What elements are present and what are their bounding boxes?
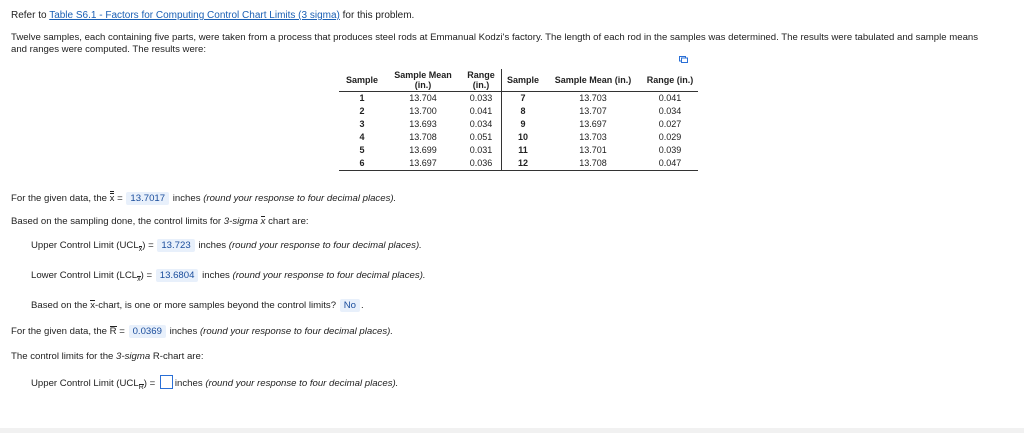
- sample-cell: 3: [359, 119, 365, 129]
- range-cell: 0.034: [658, 106, 682, 116]
- rbar-answer[interactable]: 0.0369: [129, 325, 166, 338]
- table-row: [339, 92, 698, 106]
- table-row: [339, 118, 698, 131]
- q6-prefix: For the given data, the: [11, 326, 107, 337]
- sample-cell: 5: [359, 145, 365, 155]
- table-row: [339, 157, 698, 171]
- header-range-line1: Range: [467, 70, 495, 80]
- q4-sub: x: [137, 275, 141, 283]
- q4-hint: (round your response to four decimal places).: [232, 270, 426, 281]
- question-lcl-x: [31, 269, 426, 283]
- header-range: [461, 69, 502, 92]
- question-control-limits: [11, 216, 309, 227]
- q7-prefix: The control limits for the: [11, 351, 114, 362]
- q3-label: Upper Control Limit (UCL: [31, 240, 139, 251]
- mean-cell: 13.704: [409, 93, 437, 103]
- beyond-limits-answer[interactable]: No: [340, 299, 360, 312]
- range-cell: 0.034: [469, 119, 493, 129]
- mean-cell: 13.697: [409, 158, 437, 168]
- x-bar-symbol: x: [260, 216, 266, 227]
- q7-suffix: R-chart are:: [152, 351, 204, 362]
- q8-suffix: inches: [174, 378, 203, 389]
- header-range-2: Range (in.): [642, 69, 698, 92]
- table-link[interactable]: Table S6.1 - Factors for Computing Control Chart Limits (3 sigma): [49, 10, 340, 21]
- q1-eq: =: [117, 193, 123, 204]
- sample-cell: 4: [359, 132, 365, 142]
- q6-eq: =: [119, 326, 125, 337]
- question-ucl-x: [31, 239, 422, 253]
- sample-cell: 1: [359, 93, 365, 103]
- copy-icon[interactable]: [679, 56, 688, 63]
- sample-cell: 11: [502, 144, 545, 157]
- table-row: [339, 144, 698, 157]
- q3-suffix: inches: [198, 240, 227, 251]
- q2-suffix: chart are:: [268, 216, 309, 227]
- r-bar-symbol: R: [109, 326, 117, 337]
- table-header-row: [339, 69, 698, 92]
- bottom-bar: [0, 428, 1024, 433]
- q5-prefix: Based on the: [31, 300, 88, 311]
- q5-mid: -chart, is one or more samples beyond the control limits?: [95, 300, 337, 311]
- xbarbar-answer[interactable]: 13.7017: [126, 192, 169, 205]
- question-xbarbar: [11, 192, 396, 205]
- q2-sigma: 3-sigma: [223, 216, 258, 227]
- q2-prefix: Based on the sampling done, the control limits for: [11, 216, 222, 227]
- mean-cell: 13.700: [409, 106, 437, 116]
- range-cell: 0.047: [658, 158, 682, 168]
- question-beyond-limits: [31, 299, 364, 312]
- sample-cell: 10: [502, 131, 545, 144]
- q6-suffix: inches: [169, 326, 198, 337]
- q4-close: ) =: [140, 270, 153, 281]
- question-rbar: [11, 325, 393, 338]
- q8-label: Upper Control Limit (UCL: [31, 378, 139, 389]
- ucl-r-input[interactable]: [160, 375, 173, 389]
- sample-cell: 12: [502, 157, 545, 171]
- sample-cell: 6: [359, 158, 365, 168]
- q5-end: .: [360, 300, 364, 311]
- mean-cell: 13.703: [579, 132, 607, 142]
- q3-sub: x: [138, 245, 143, 253]
- sample-cell: 9: [502, 118, 545, 131]
- q3-hint: (round your response to four decimal places).: [228, 240, 422, 251]
- mean-cell: 13.701: [579, 145, 607, 155]
- mean-cell: 13.703: [579, 93, 607, 103]
- header-mean: [385, 69, 461, 92]
- question-ucl-r: [31, 375, 398, 391]
- table-row: [339, 105, 698, 118]
- range-cell: 0.036: [469, 158, 493, 168]
- q1-prefix: For the given data, the: [11, 193, 107, 204]
- sample-cell: 2: [359, 106, 365, 116]
- mean-cell: 13.708: [579, 158, 607, 168]
- range-cell: 0.039: [658, 145, 682, 155]
- refer-prefix: Refer to: [11, 10, 47, 21]
- header-mean-line2: (in.): [414, 80, 432, 90]
- header-mean-2: Sample Mean (in.): [544, 69, 642, 92]
- q1-hint: (round your response to four decimal places).: [203, 193, 397, 204]
- mean-cell: 13.697: [579, 119, 607, 129]
- q1-suffix: inches: [172, 193, 201, 204]
- x-double-bar-symbol: x: [109, 193, 115, 204]
- description-line-1: Twelve samples, each containing five parts, were taken from a process that produces steel rods at Emmanual Kodzi's factory. The length of each rod in the samples was determined. The results were tabulated and sample means: [11, 32, 979, 43]
- refer-suffix: for this problem.: [342, 10, 415, 21]
- header-sample: Sample: [339, 69, 385, 92]
- q8-sub: R: [138, 383, 144, 391]
- range-cell: 0.033: [469, 93, 493, 103]
- range-cell: 0.041: [658, 93, 682, 103]
- lcl-x-answer[interactable]: 13.6804: [156, 269, 199, 282]
- table-row: [339, 131, 698, 144]
- q7-sigma: 3-sigma: [116, 351, 151, 362]
- q8-hint: (round your response to four decimal places).: [205, 378, 399, 389]
- header-range-line2: (in.): [472, 80, 490, 90]
- x-bar-symbol-2: x: [90, 300, 96, 311]
- refer-line: [11, 10, 414, 21]
- range-cell: 0.029: [658, 132, 682, 142]
- q4-label: Lower Control Limit (LCL: [31, 270, 138, 281]
- range-cell: 0.041: [469, 106, 493, 116]
- question-r-chart-limits: [11, 351, 204, 362]
- mean-cell: 13.708: [409, 132, 437, 142]
- range-cell: 0.027: [658, 119, 682, 129]
- header-sample-2: Sample: [502, 69, 545, 92]
- header-mean-line1: Sample Mean: [394, 70, 452, 80]
- q3-close: ) =: [142, 240, 154, 251]
- range-cell: 0.051: [469, 132, 493, 142]
- range-cell: 0.031: [469, 145, 493, 155]
- sample-cell: 7: [502, 92, 545, 106]
- mean-cell: 13.707: [579, 106, 607, 116]
- q6-hint: (round your response to four decimal places).: [199, 326, 394, 337]
- data-table: [339, 69, 698, 171]
- q8-close: ) =: [143, 378, 156, 389]
- sample-cell: 8: [502, 105, 545, 118]
- ucl-x-answer[interactable]: 13.723: [157, 239, 194, 252]
- q4-suffix: inches: [202, 270, 230, 281]
- description-line-2: and ranges were computed. The results were:: [11, 44, 206, 55]
- mean-cell: 13.699: [409, 145, 437, 155]
- mean-cell: 13.693: [409, 119, 437, 129]
